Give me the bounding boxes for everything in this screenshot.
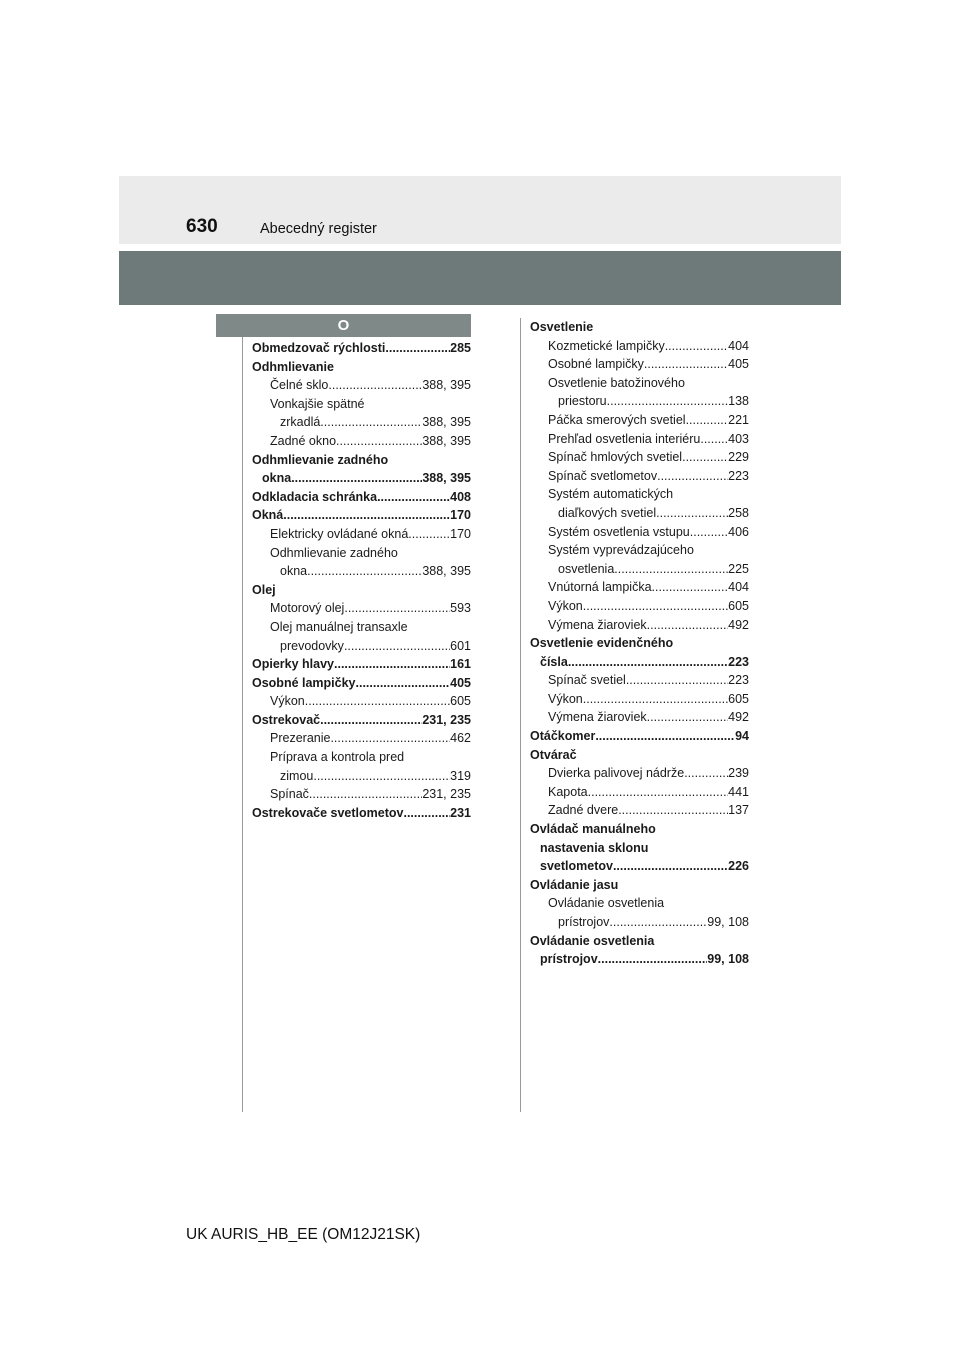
index-entry-page: 223 [728, 673, 749, 688]
index-entry-page: 601 [450, 638, 471, 653]
index-entry-page: 94 [735, 729, 749, 744]
index-entry [252, 804, 471, 823]
index-entry-text: Prehľad osvetlenia interiéru [548, 431, 701, 446]
leader-dots [403, 804, 450, 823]
index-entry [530, 374, 749, 393]
index-entry-page: 462 [450, 731, 471, 746]
index-entry [530, 839, 749, 858]
leader-dots [305, 692, 450, 711]
index-entry-page: 138 [728, 394, 749, 409]
index-entry-page: 223 [728, 654, 749, 669]
index-entry-text: Dvierka palivovej nádrže [548, 766, 685, 781]
index-entry-text: Ovládač manuálneho [530, 822, 656, 837]
index-entry-text: Odhmlievanie zadného [252, 452, 389, 467]
index-entry [252, 618, 471, 637]
index-entry-text: okna [280, 564, 308, 579]
index-entry [530, 597, 749, 616]
index-entry-page: 605 [728, 598, 749, 613]
index-entry-text: Systém osvetlenia vstupu [548, 524, 690, 539]
index-entry-text: Páčka smerových svetiel [548, 412, 686, 427]
index-entry [252, 544, 471, 563]
index-entry-text: diaľkových svetiel [558, 505, 657, 520]
index-entry-page: 319 [450, 768, 471, 783]
index-entry [252, 376, 471, 395]
leader-dots [385, 339, 450, 358]
index-entry-page: 223 [728, 468, 749, 483]
index-entry-text: zrkadlá [280, 415, 321, 430]
index-entry [530, 578, 749, 597]
index-entry-text: okna [262, 471, 292, 486]
index-entry [252, 674, 471, 693]
index-entry-page: 441 [728, 784, 749, 799]
section-band [119, 251, 841, 305]
index-entry [530, 616, 749, 635]
index-entry [252, 599, 471, 618]
leader-dots [291, 469, 422, 488]
index-entry-page: 492 [728, 617, 749, 632]
index-entry [252, 395, 471, 414]
leader-dots [690, 523, 728, 542]
index-entry-text: Ovládanie osvetlenia [530, 933, 655, 948]
index-entry [252, 525, 471, 544]
index-entry-text: Zadné dvere [548, 803, 619, 818]
leader-dots [618, 801, 728, 820]
index-entry-text: Spínač hmlových svetiel [548, 450, 683, 465]
leader-dots [657, 467, 728, 486]
index-entry-page: 99, 108 [707, 915, 749, 929]
index-entry-text: Systém vyprevádzajúceho [548, 543, 694, 558]
index-entry [252, 767, 471, 786]
index-entry-text: prevodovky [280, 638, 344, 653]
index-entry [530, 653, 749, 672]
index-entry [530, 467, 749, 486]
page-title: Abecedný register [260, 221, 377, 237]
leader-dots [644, 355, 728, 374]
index-entry [252, 692, 471, 711]
index-entry [530, 448, 749, 467]
index-entry [530, 746, 749, 765]
index-entry-text: Vonkajšie spätné [270, 396, 365, 411]
index-entry [530, 932, 749, 951]
index-entry [252, 785, 471, 804]
index-entry [530, 504, 749, 523]
leader-dots [336, 432, 422, 451]
leader-dots [344, 599, 450, 618]
index-entry [252, 637, 471, 656]
index-entry-page: 225 [728, 561, 749, 576]
leader-dots [607, 392, 729, 411]
index-entry-text: Odhmlievanie [252, 359, 334, 374]
leader-dots [598, 950, 708, 969]
leader-dots [307, 562, 422, 581]
index-entry [530, 355, 749, 374]
index-entry-page: 231, 235 [422, 712, 471, 727]
leader-dots [609, 913, 707, 932]
page-number: 630 [186, 216, 218, 237]
index-entry-text: Kozmetické lampičky [548, 338, 665, 353]
index-entry-text: Systém automatických [548, 487, 674, 502]
index-entry-page: 226 [728, 859, 749, 874]
index-entry-text: Osvetlenie [530, 320, 594, 334]
index-entry [530, 764, 749, 783]
index-entry [530, 560, 749, 579]
index-entry-text: Odhmlievanie zadného [270, 545, 398, 560]
index-entry-text: priestoru [558, 394, 607, 409]
index-entry [252, 339, 471, 358]
index-entry-page: 605 [450, 694, 471, 709]
index-entry-text: čísla [540, 654, 568, 669]
index-entry-page: 231, 235 [422, 787, 471, 802]
leader-dots [613, 857, 728, 876]
index-entry-page: 170 [450, 526, 471, 541]
index-entry-text: Kapota [548, 784, 588, 799]
index-entry-text: Ostrekovače svetlometov [252, 805, 404, 820]
index-entry-text: Ovládanie osvetlenia [548, 896, 665, 911]
leader-dots [595, 727, 735, 746]
index-entry [252, 711, 471, 730]
leader-dots [652, 578, 729, 597]
index-entry-page: 285 [450, 341, 471, 355]
column-divider-right [520, 318, 521, 1112]
index-entry-text: Elektricky ovládané okná [270, 526, 409, 541]
leader-dots [330, 729, 450, 748]
index-entry [530, 485, 749, 504]
index-entry-text: Spínač svetlometov [548, 468, 658, 483]
leader-dots [408, 525, 450, 544]
index-column-2 [530, 318, 749, 969]
index-entry-page: 593 [450, 601, 471, 616]
index-entry-text: zimou [280, 768, 314, 783]
leader-dots [626, 671, 728, 690]
leader-dots [682, 448, 728, 467]
index-entry [252, 729, 471, 748]
index-entry-text: Otvárač [530, 747, 577, 762]
index-entry-text: Opierky hlavy [252, 657, 334, 672]
leader-dots [647, 616, 728, 635]
index-entry-page: 388, 395 [422, 415, 471, 430]
leader-dots [283, 506, 450, 525]
index-entry-page: 388, 395 [422, 564, 471, 579]
index-entry-text: Obmedzovač rýchlosti [252, 341, 386, 355]
index-entry-text: Ostrekovač [252, 712, 321, 727]
index-entry [252, 506, 471, 525]
index-entry [252, 748, 471, 767]
footer-manual-code: UK AURIS_HB_EE (OM12J21SK) [186, 1226, 421, 1243]
index-entry-page: 170 [450, 508, 471, 523]
index-entry [252, 488, 471, 507]
index-entry [252, 413, 471, 432]
index-entry-page: 239 [728, 766, 749, 781]
index-entry-page: 605 [728, 691, 749, 706]
leader-dots [647, 708, 728, 727]
index-entry [530, 541, 749, 560]
index-entry [530, 690, 749, 709]
column-divider-left [242, 337, 243, 1112]
leader-dots [344, 637, 450, 656]
leader-dots [320, 711, 422, 730]
index-entry [530, 950, 749, 969]
index-entry [530, 894, 749, 913]
leader-dots [583, 597, 728, 616]
index-entry-page: 161 [450, 657, 471, 672]
leader-dots [665, 337, 728, 356]
index-entry [530, 411, 749, 430]
index-entry [530, 857, 749, 876]
index-entry-page: 221 [728, 412, 749, 427]
index-entry-text: Ovládanie jasu [530, 877, 619, 892]
leader-dots [320, 413, 422, 432]
index-entry-text: Výmena žiaroviek [548, 617, 647, 632]
leader-dots [656, 504, 728, 523]
index-entry-page: 405 [728, 357, 749, 372]
index-entry [530, 634, 749, 653]
index-entry [530, 913, 749, 932]
index-entry-page: 229 [728, 450, 749, 465]
index-entry-text: Osvetlenie evidenčného [530, 636, 674, 651]
index-entry-page: 405 [450, 675, 471, 690]
index-entry-text: Osobné lampičky [252, 675, 356, 690]
leader-dots [700, 430, 728, 449]
leader-dots [583, 690, 728, 709]
index-entry [530, 523, 749, 542]
index-entry-text: Výkon [270, 694, 305, 709]
index-entry-text: Okná [252, 508, 284, 523]
index-entry-text: prístrojov [540, 952, 598, 967]
index-entry-text: Prezeranie [270, 731, 331, 746]
index-entry [530, 876, 749, 895]
leader-dots [377, 488, 450, 507]
index-entry [252, 581, 471, 600]
index-entry-text: Otáčkomer [530, 729, 596, 744]
index-entry [530, 727, 749, 746]
leader-dots [568, 653, 728, 672]
index-entry-page: 406 [728, 524, 749, 539]
leader-dots [684, 764, 728, 783]
leader-dots [588, 783, 729, 802]
index-entry-text: Olej [252, 582, 276, 597]
section-letter: O [216, 314, 471, 337]
index-entry-text: Osvetlenie batožinového [548, 375, 685, 390]
index-entry-text: Zadné okno [270, 433, 337, 448]
index-entry [530, 392, 749, 411]
index-entry-text: Čelné sklo [270, 378, 329, 393]
index-entry-text: Odkladacia schránka [252, 489, 378, 504]
index-entry-page: 137 [728, 803, 749, 818]
index-entry [530, 708, 749, 727]
index-entry [252, 469, 471, 488]
index-entry-page: 388, 395 [422, 471, 471, 486]
index-entry-text: Spínač [270, 787, 309, 802]
index-entry-page: 99, 108 [707, 952, 749, 967]
index-entry-text: Vnútorná lampička [548, 580, 652, 595]
index-entry [252, 451, 471, 470]
index-entry-text: nastavenia sklonu [540, 840, 649, 855]
leader-dots [686, 411, 729, 430]
leader-dots [614, 560, 728, 579]
leader-dots [328, 376, 422, 395]
index-entry [530, 820, 749, 839]
index-entry-page: 388, 395 [422, 433, 471, 448]
leader-dots [313, 767, 450, 786]
index-entry [252, 358, 471, 377]
index-entry [530, 671, 749, 690]
leader-dots [356, 674, 451, 693]
index-entry-page: 388, 395 [422, 378, 471, 393]
index-entry-page: 258 [728, 505, 749, 520]
index-entry-page: 404 [728, 338, 749, 353]
index-entry-text: Osobné lampičky [548, 357, 644, 372]
header-band [119, 176, 841, 244]
index-entry-page: 403 [728, 431, 749, 446]
index-entry-text: Olej manuálnej transaxle [270, 619, 408, 634]
index-entry [530, 430, 749, 449]
index-entry-text: Príprava a kontrola pred [270, 750, 405, 765]
index-entry [252, 432, 471, 451]
leader-dots [334, 655, 450, 674]
index-column-1 [252, 339, 471, 822]
index-entry-text: Výkon [548, 598, 583, 613]
index-entry-text: Spínač svetiel [548, 673, 626, 688]
index-entry-page: 231 [450, 805, 471, 820]
leader-dots [309, 785, 422, 804]
index-entry [530, 337, 749, 356]
index-entry [530, 783, 749, 802]
index-entry-page: 492 [728, 710, 749, 725]
index-entry-text: Výmena žiaroviek [548, 710, 647, 725]
index-entry-text: Výkon [548, 691, 583, 706]
index-entry-text: osvetlenia [558, 561, 615, 576]
index-entry-text: svetlometov [540, 859, 613, 874]
index-entry-page: 408 [450, 489, 471, 504]
index-entry [252, 562, 471, 581]
index-entry-text: Motorový olej [270, 601, 345, 616]
index-entry-page: 404 [728, 580, 749, 595]
index-entry [530, 801, 749, 820]
index-entry-text: prístrojov [558, 915, 610, 929]
index-entry [530, 318, 749, 337]
index-entry [252, 655, 471, 674]
